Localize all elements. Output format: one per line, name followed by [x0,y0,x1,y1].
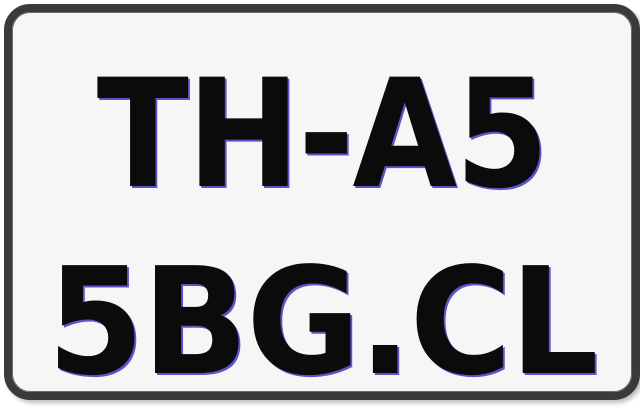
license-plate [4,4,640,408]
plate-line-2: 5BG.CL [47,236,597,408]
plate-line-1: TH-A5 [96,48,548,222]
